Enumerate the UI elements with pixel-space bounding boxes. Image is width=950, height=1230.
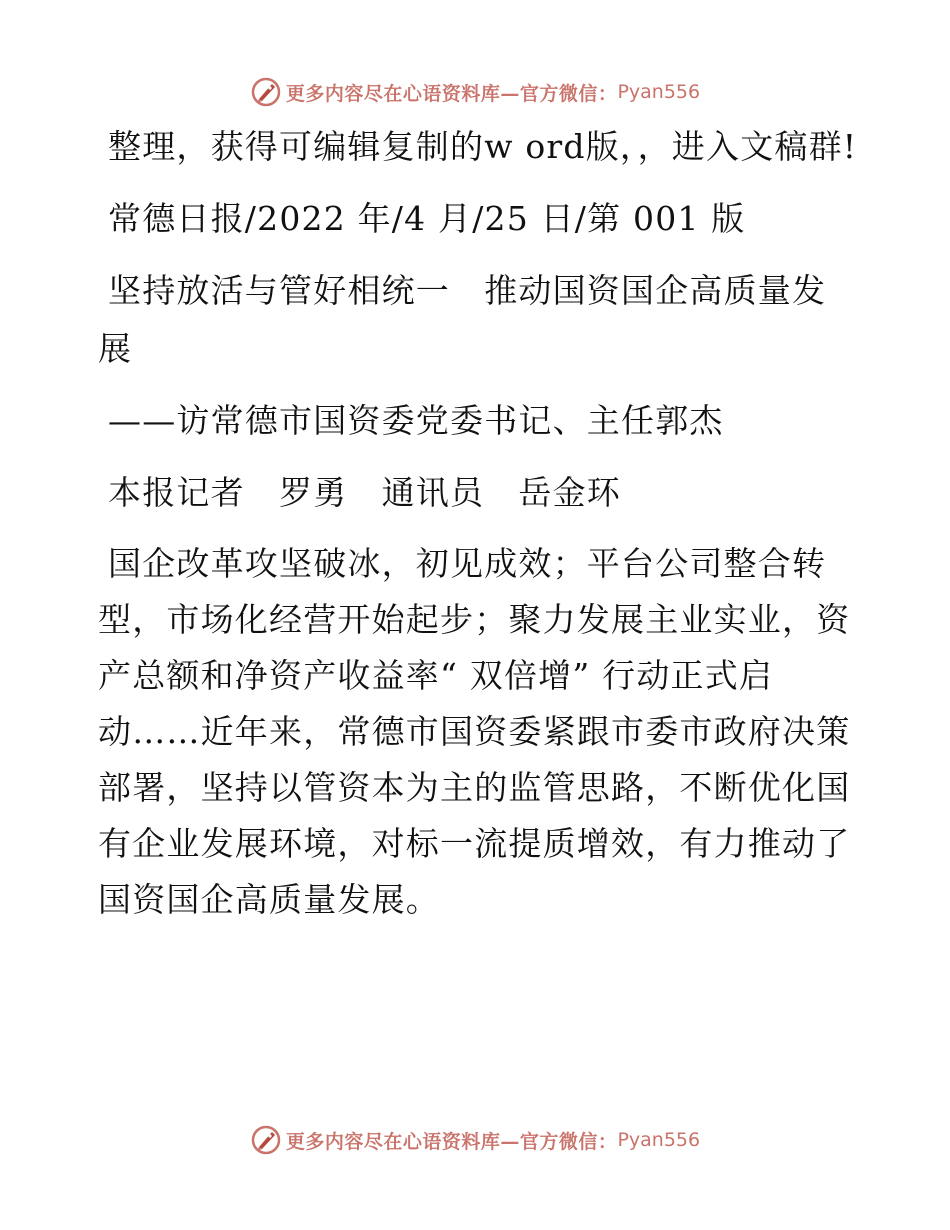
watermark-wechat-label: 官方微信：: [519, 82, 618, 105]
body-paragraph: 国企改革攻坚破冰，初见成效；平台公司整合转型，市场化经营开始起步；聚力发展主业实业，资产总额和净资产收益率“ 双倍增” 行动正式启动……近年来，常德市国资委紧跟市委市政府决策部署，坚持以管资本为主的监管思路，不断优化国有企业发展环境，对标一流提质增效，有力推动了国资国企高质量发展。: [98, 544, 851, 919]
quill-pen-logo-icon: [250, 1124, 282, 1156]
watermark-brand-text: 更多内容尽在心语资料库—: [285, 82, 520, 105]
watermark-wechat-id: Pyan556: [617, 81, 701, 103]
byline: 本报记者 罗勇 通讯员 岳金环: [108, 473, 621, 512]
watermark-brand-text: 更多内容尽在心语资料库—: [285, 1130, 520, 1153]
watermark-wechat-label: 官方微信：: [519, 1130, 618, 1153]
document-body: [98, 118, 858, 942]
intro-text: 整理，获得可编辑复制的w ord版，，进入文稿群!: [108, 127, 858, 166]
header-watermark: [0, 72, 950, 112]
quill-pen-logo-icon: [250, 76, 282, 108]
footer-watermark: [0, 1120, 950, 1160]
dateline: 常德日报/2022 年/4 月/25 日/第 001 版: [108, 199, 746, 238]
headline: 坚持放活与管好相统一 推动国资国企高质量发展: [98, 271, 827, 368]
watermark-wechat-id: Pyan556: [617, 1129, 701, 1151]
subheadline: ——访常德市国资委党委书记、主任郭杰: [108, 401, 724, 440]
